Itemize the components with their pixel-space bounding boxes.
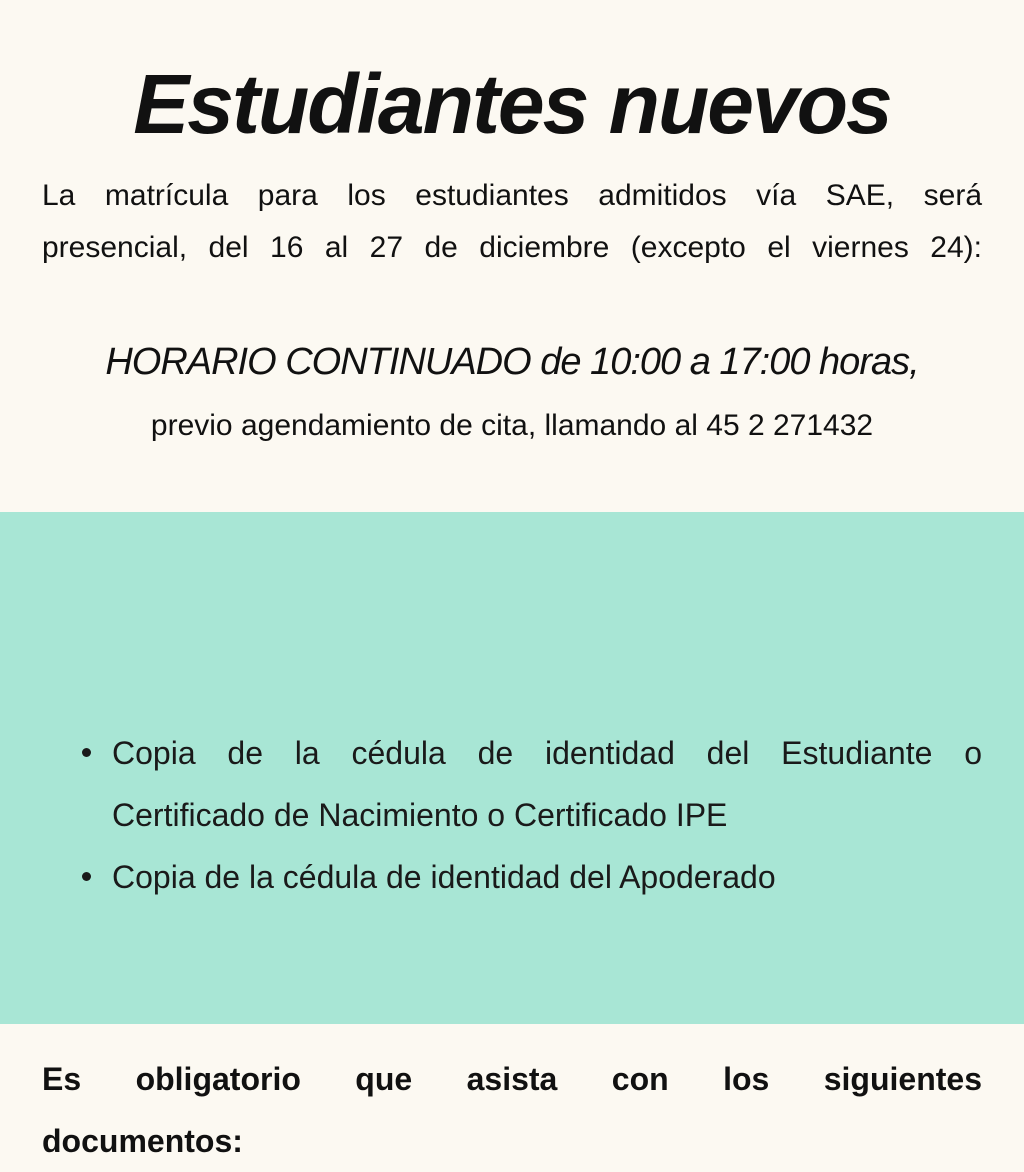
top-section — [0, 0, 1024, 512]
document-2-line-1: Copia de la cédula de identidad del Apoderado — [112, 859, 776, 895]
document-1-line-1: Copia de la cédula de identidad del Estudiante o — [112, 735, 982, 771]
appointment-text: previo agendamiento de cita, llamando al 45 2 271432 — [150, 409, 874, 442]
documents-list — [112, 722, 982, 908]
requirements-heading — [42, 1048, 982, 1172]
requirements-line-2: documentos: — [42, 1123, 243, 1159]
list-item — [112, 846, 982, 908]
intro-line-1: La matrícula para los estudiantes admitidos vía SAE, será — [42, 179, 982, 212]
schedule-text: HORARIO CONTINUADO de 10:00 a 17:00 horas, — [105, 341, 919, 383]
intro-text — [42, 170, 982, 274]
document-1-line-2: Certificado de Nacimiento o Certificado IPE — [112, 797, 728, 833]
page-title: Estudiantes nuevos — [133, 57, 891, 151]
list-item — [112, 722, 982, 846]
bullet-icon — [82, 748, 91, 757]
intro-line-2: presencial, del 16 al 27 de diciembre (excepto el viernes 24): — [42, 231, 982, 264]
bullet-icon — [82, 872, 91, 881]
requirements-line-1: Es obligatorio que asista con los siguientes — [42, 1061, 982, 1097]
